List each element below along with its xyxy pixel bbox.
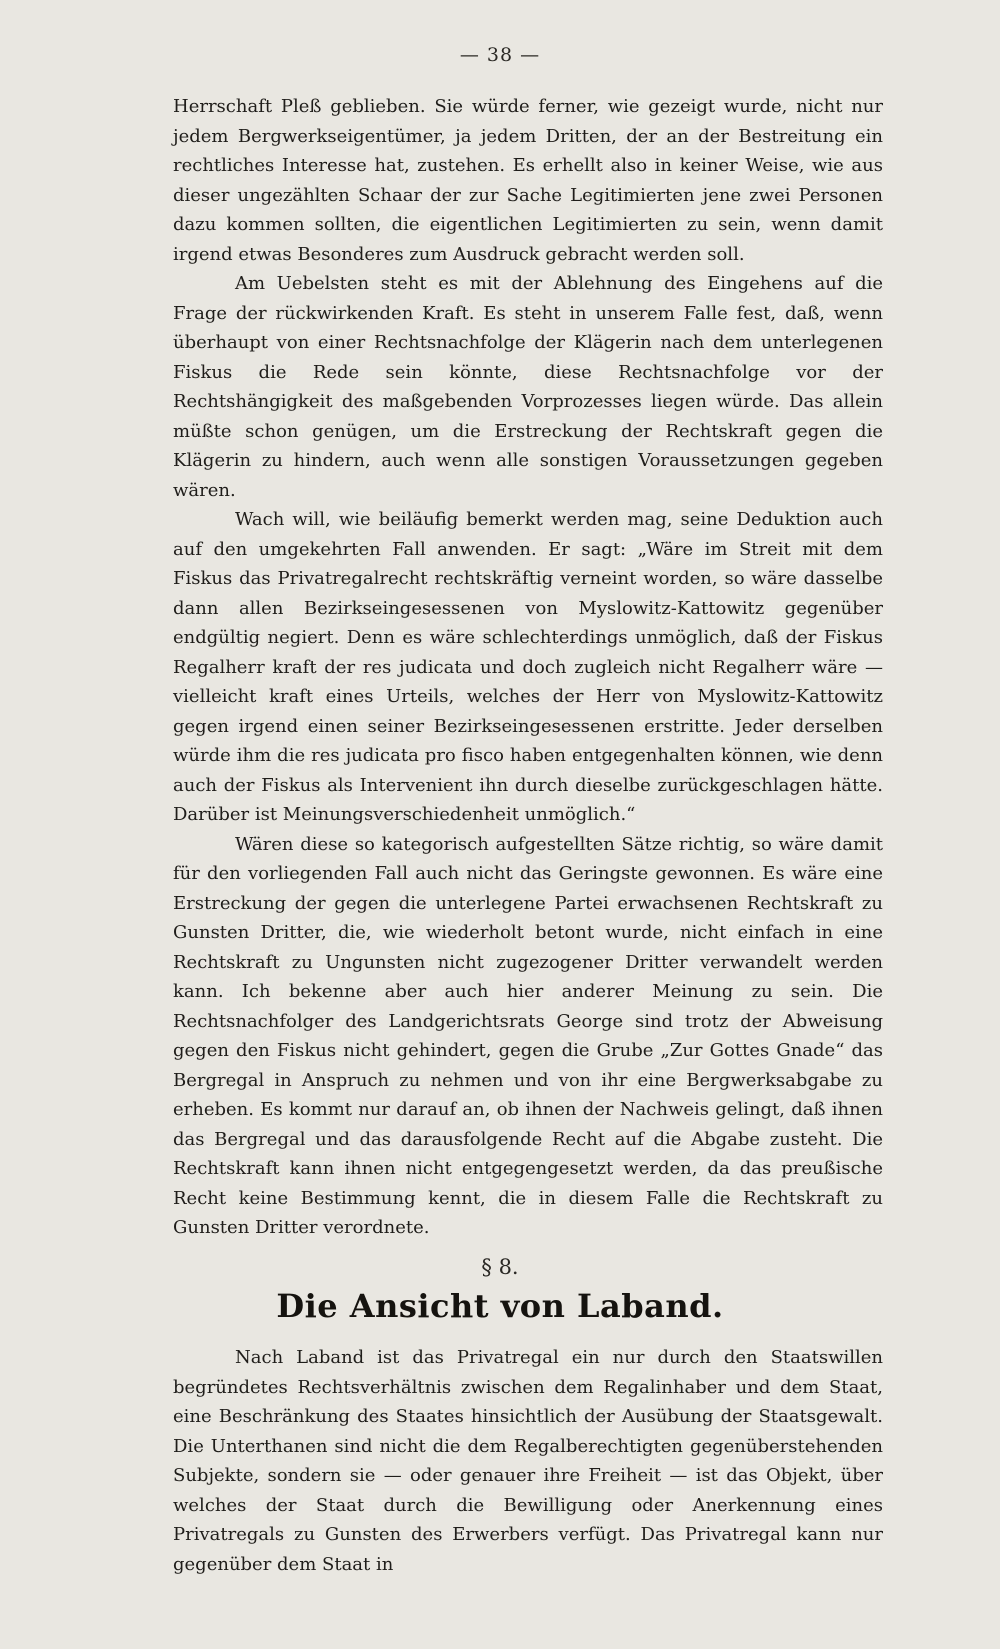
page-number: — 38 — (459, 44, 541, 66)
paragraph-4: Wären diese so kategorisch aufgestellten Sätze richtig, so wäre damit für den vorliegenden Fall auch nicht das Geringste gewonnen. Es wäre eine Erstreckung der gegen die unterlegene Partei erwachsenen Rechtskraft zu Gunsten Dritter, die, wie wiederholt betont wurde, nicht einfach in eine Rechtskraft zu Ungunsten nicht zugezogener Dritter verwandelt werden kann. Ich bekenne aber auch hier anderer Meinung zu sein. Die Rechtsnachfolger des Landgerichtsrats George sind trotz der Abweisung gegen den Fiskus nicht gehindert, gegen die Grube „Zur Gottes Gnade“ das Bergregal in Anspruch zu nehmen und von ihr eine Bergwerksabgabe zu erheben. Es kommt nur darauf an, ob ihnen der Nachweis gelingt, daß ihnen das Bergregal und das darausfolgende Recht auf die Abgabe zusteht. Die Rechtskraft kann ihnen nicht entgegengesetzt werden, da das preußische Recht keine Bestimmung kennt, die in diesem Falle die Rechtskraft zu Gunsten Dritter verordnete. (173, 833, 883, 1238)
paragraph-2: Am Uebelsten steht es mit der Ablehnung des Eingehens auf die Frage der rückwirkenden Kraft. Es steht in unserem Falle fest, daß, wenn überhaupt von einer Rechtsnachfolge der Klägerin nach dem unterlegenen Fiskus die Rede sein könnte, diese Rechtsnachfolge vor der Rechtshängigkeit des maßgebenden Vorprozesses liegen würde. Das allein müßte schon genügen, um die Erstreckung der Rechtskraft gegen die Klägerin zu hindern, auch wenn alle sonstigen Voraussetzungen gegeben wären. (173, 273, 883, 501)
section-heading: Die Ansicht von Laband. (276, 1287, 724, 1325)
paragraph-5: Nach Laband ist das Privatregal ein nur durch den Staatswillen begründetes Rechtsverhältnis zwischen dem Regalinhaber und dem Staat, eine Beschränkung des Staates hinsichtlich der Ausübung der Staatsgewalt. Die Unterthanen sind nicht die dem Regalberechtigten gegenüberstehenden Subjekte, sondern sie — oder genauer ihre Freiheit — ist das Objekt, über welches der Staat durch die Bewilligung oder Anerkennung eines Privatregals zu Gunsten des Erwerbers verfügt. Das Privatregal kann nur gegenüber dem Staat in (173, 1347, 883, 1575)
main-text-top (173, 92, 883, 1243)
paragraph-1: Herrschaft Pleß geblieben. Sie würde ferner, wie gezeigt wurde, nicht nur jedem Bergwerkseigentümer, ja jedem Dritten, der an der Bestreitung ein rechtliches Interesse hat, zustehen. Es erhellt also in keiner Weise, wie aus dieser ungezählten Schaar der zur Sache Legitimierten jene zwei Personen dazu kommen sollten, die eigentlichen Legitimierten zu sein, wenn damit irgend etwas Besonderes zum Ausdruck gebracht werden soll. (173, 96, 883, 265)
paragraph-3: Wach will, wie beiläufig bemerkt werden mag, seine Deduktion auch auf den umgekehrten Fall anwenden. Er sagt: „Wäre im Streit mit dem Fiskus das Privatregalrecht rechtskräftig verneint worden, so wäre dasselbe dann allen Bezirkseingesessenen von Myslowitz-Kattowitz gegenüber endgültig negiert. Denn es wäre schlechterdings unmöglich, daß der Fiskus Regalherr kraft der res judicata und doch zugleich nicht Regalherr wäre — vielleicht kraft eines Urteils, welches der Herr von Myslowitz-Kattowitz gegen irgend einen seiner Bezirkseingesessenen erstritte. Jeder derselben würde ihm die res judicata pro fisco haben entgegenhalten können, wie denn auch der Fiskus als Intervenient ihn durch dieselbe zurückgeschlagen hätte. Darüber ist Meinungsverschiedenheit unmöglich.“ (173, 509, 883, 825)
main-text-bottom (173, 1343, 883, 1579)
section-number: § 8. (481, 1255, 519, 1279)
